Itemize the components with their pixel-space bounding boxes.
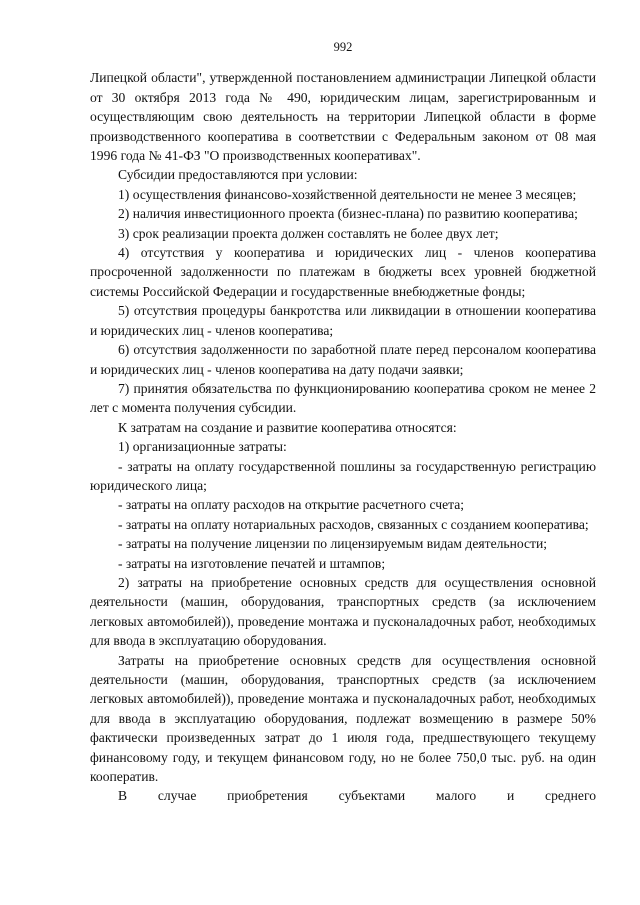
paragraph-conditions-intro: Субсидии предоставляются при условии: xyxy=(118,167,358,183)
paragraph-org-costs: 1) организационные затраты: xyxy=(118,439,287,455)
paragraph-condition-7: 7) принятия обязательства по функционированию кооператива сроком не менее 2 лет с момента получения субсидии. xyxy=(90,380,596,416)
paragraph-condition-5: 5) отсутствия процедуры банкротства или ликвидации в отношении кооператива и юридических лиц - членов кооператива; xyxy=(90,303,596,338)
paragraph-condition-6: 6) отсутствия задолженности по заработной плате перед персоналом кооператива и юридических лиц - членов кооператива на дату подачи заявки; xyxy=(90,342,596,377)
paragraph-trailing: В случае приобретения субъектами малого и среднего xyxy=(118,788,596,804)
paragraph-reimbursement: Затраты на приобретение основных средств для осуществления основной деятельности (машин, оборудования, транспортных средств (за исключением легковых автомобилей)), проведение монтажа и пусконаладочных работ, необходимых для ввода в эксплуатацию оборудования, подлежат возмещению в размере 50% фактически произведенных затрат до 1 июля года, предшествующего текущему финансовому году, и текущем финансовом году, но не более 750,0 тыс. руб. на один кооператив. xyxy=(90,652,596,785)
paragraph-cost-notary: - затраты на оплату нотариальных расходов, связанных с созданием кооператива; xyxy=(118,516,589,532)
paragraph-cost-license: - затраты на получение лицензии по лицензируемым видам деятельности; xyxy=(118,536,548,552)
paragraph-fixed-assets: 2) затраты на приобретение основных средств для осуществления основной деятельности (машин, оборудования, транспортных средств (за исключением легковых автомобилей)), проведение монтажа и пусконаладочных работ, необходимых для ввода в эксплуатацию оборудования. xyxy=(90,574,596,649)
paragraph-cost-stamps: - затраты на изготовление печатей и штампов; xyxy=(118,555,386,571)
paragraph-cost-state-duty: - затраты на оплату государственной пошлины за государственную регистрацию юридического лица; xyxy=(90,458,596,493)
paragraph-continuation: Липецкой области", утвержденной постановлением администрации Липецкой области от 30 октября 2013 года № 490, юридическим лицам, зарегистрированным и осуществляющим свою деятельность на территории Липецкой области в форме производственного кооператива в соответствии с Федеральным законом от 08 мая 1996 года № 41-ФЗ "О производственных кооперативах". xyxy=(90,70,596,164)
paragraph-condition-1: 1) осуществления финансово-хозяйственной деятельности не менее 3 месяцев; xyxy=(118,186,577,202)
paragraph-condition-2: 2) наличия инвестиционного проекта (бизнес-плана) по развитию кооператива; xyxy=(118,206,578,222)
paragraph-costs-intro: К затратам на создание и развитие кооператива относятся: xyxy=(118,419,457,435)
paragraph-cost-bank-account: - затраты на оплату расходов на открытие расчетного счета; xyxy=(118,497,465,513)
document-page xyxy=(90,38,596,806)
paragraph-condition-4: 4) отсутствия у кооператива и юридических лиц - членов кооператива просроченной задолженности по платежам в бюджеты всех уровней бюджетной системы Российской Федерации и государственные внебюджетные фонды; xyxy=(90,245,596,299)
paragraph-condition-3: 3) срок реализации проекта должен составлять не более двух лет; xyxy=(118,225,499,241)
page-number: 992 xyxy=(333,40,353,54)
